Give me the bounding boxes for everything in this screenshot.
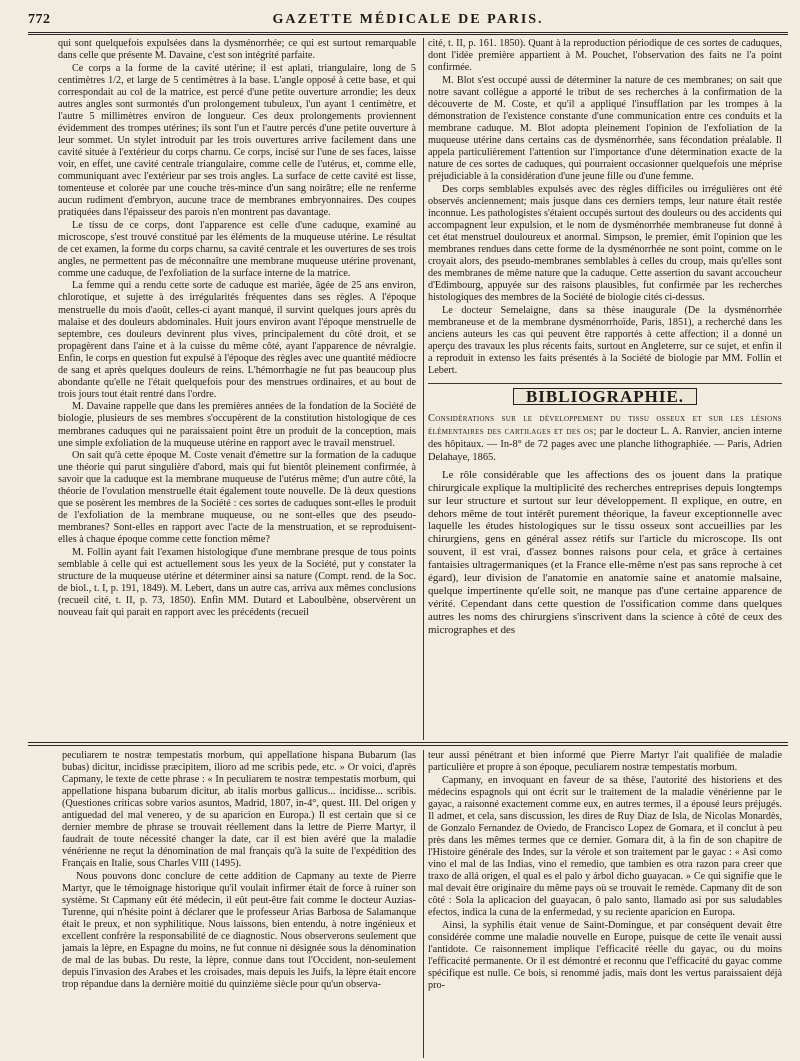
paragraph: Le docteur Semelaigne, dans sa thèse inaugurale (De la dysménorrhée membraneuse et de la membrane dysménorrhoïde, Paris, 1851), a recherché dans les anciens auteurs les cas qui peuvent être rapportés à cette affection; il a donné un aperçu des travaux les plus récents faits, surtout en Angleterre, sur ce sujet, et enfin il a reproduit in extenso les faits présentés à la Société de biologie par MM. Follin et Lebert. [428, 304, 782, 376]
paragraph: On sait qu'à cette époque M. Coste venait d'émettre sur la formation de la caduque une théorie qui parut singulière d'abord, mais qui fut bientôt pleinement confirmée, à savoir que la caduque est la membrane muqueuse de l'utérus même; d'un autre côté, la théorie de l'ovulation menstruelle était également toute nouvelle. De là deux questions que se posèrent les membres de la Société : ces sortes de caduques sont-elles le produit de l'exfoliation de la membrane muqueuse, ou ne sont-elles que des pseudo-membranes? Sont-elles en rapport avec l'acte de la menstruation, et se reproduisent-elles à chaque époque comme cette fonction même? [58, 450, 416, 546]
paragraph: Des corps semblables expulsés avec des règles difficiles ou irrégulières ont été observés anciennement; mais jusque dans ces derniers temps, leur nature était restée inconnue. Les pathologistes s'étaient occupés surtout des douleurs ou des accidents qui accompagnent leur expulsion, et le nom de dysménorrhée membraneuse fut donné à cet état menstruel douloureux et anormal. Simpson, le premier, émit l'opinion que les membranes rendues dans cette forme de la dysménorrhée ne sont point, comme on le croyait alors, des pseudo-membranes semblables à celles du croup, mais qu'elles sont des membranes de même nature que la caduque. Cette assertion du savant accoucheur d'Edimbourg, appuyée sur des raisons plausibles, fut confirmée par les recherches histologiques des membres de la Société de biologie cités ci-dessus. [428, 183, 782, 303]
book-title: Considérations sur le développement du tissu osseux et sur les lésions élémentaires des cartilages et des os; [428, 412, 782, 437]
feuilleton-right-column [428, 750, 782, 1058]
paragraph: M. Blot s'est occupé aussi de déterminer la nature de ces membranes; on sait que notre savant collègue a apporté le tribut de ses recherches à la confirmation de la découverte de M. Coste, et qu'il a appliqué l'insufflation par les trompes à la démonstration de l'existence constante d'une communication entre ces conduits et la membrane caduque. M. Blot adopta pleinement l'opinion de l'exfoliation de la muqueuse utérine dans certains cas de dysménorrhée, sans fécondation préalable. Il appela particulièrement l'attention sur l'importance d'une détermination exacte de la nature de ces sortes de caduques, qui pourraient occasionner quelquefois une méprise préjudiciable à la considération d'une jeune fille ou d'une femme. [428, 74, 782, 183]
feuilleton-left-column [62, 750, 416, 1058]
paragraph: La femme qui a rendu cette sorte de caduque est mariée, âgée de 25 ans environ, chlorotique, et sujette à des irrégularités fréquentes dans ses règles. A l'époque menstruelle du mois d'août, celles-ci ayant manqué, il survint quelques jours après du malaise et des douleurs abdominales. Huit jours environ avant l'époque menstruelle de septembre, ces douleurs devinrent plus vives, principalement du côté droit, et se propagèrent dans l'aine et à la cuisse du même côté, ayant l'apparence de névralgie. Enfin, le corps en question fut expulsé à l'époque des règles avec une quantité médiocre de sang et après quelques douleurs de reins. L'hémorrhagie ne fut pas beaucoup plus abondante qu'elle ne l'était quelquefois pour des menstrues ordinaires, et au bout de trois jours tout était rentré dans l'ordre. [58, 280, 416, 400]
left-column [58, 38, 416, 738]
review-body [428, 469, 782, 637]
feuilleton-divider [423, 750, 424, 1058]
header-rule [28, 32, 788, 33]
bibliography-entry [428, 412, 782, 464]
page-header [28, 6, 788, 32]
section-divider [428, 383, 782, 384]
bibliography-title: BIBLIOGRAPHIE. [513, 388, 697, 405]
paragraph: M. Follin ayant fait l'examen histologique d'une membrane presque de tous points semblable à celle qui est actuellement sous les yeux de la Société, put y constater la structure de la muqueuse utérine et déterminer ainsi sa nature (Compt. rend. de la Soc. de biol., t. I, p. 191, 1849). M. Lebert, dans un autre cas, arriva aux mêmes conclusions (recueil cité, t. II, p. 73, 1850). Enfin MM. Dutard et Laboulbène, observèrent un nouveau fait qui parait en rapport avec les précédents (recueil [58, 546, 416, 619]
feuilleton-rule [28, 742, 788, 743]
paragraph: Le tissu de ce corps, dont l'apparence est celle d'une caduque, examiné au microscope, s'est trouvé constitué par les éléments de la muqueuse utérine. Le résultat de cet examen, la forme du corps charnu, sa cavité centrale et les ouvertures de ses trois angles, ne permettent pas de méconnaître une membrane muqueuse utérine provenant, comme une caduque, de l'exfoliation de la surface interne de la matrice. [58, 219, 416, 279]
paragraph: qui sont quelquefois expulsées dans la dysménorrhée; ce qui est surtout remarquable dans celle que présente M. Davaine, c'est son intégrité parfaite. [58, 38, 416, 62]
paragraph: teur aussi pénétrant et bien informé que Pierre Martyr l'ait qualifiée de maladie particulière et propre à son époque, peculiarem nostræ tempestatis morbum. [428, 750, 782, 774]
paragraph: Le rôle considérable que les affections des os jouent dans la pratique chirurgicale explique la multiplicité des recherches entreprises depuis longtemps sur leur structure et surtout sur leur développement. Il explique, en outre, en dehors même de tout intérêt purement théorique, la faveur exceptionnelle avec laquelle les études histologiques sur le tissu osseux sont accueillies par les chirurgiens, gens en général assez rétifs sur l'article du microscope. Ils ont souvent, il est vrai, d'assez bonnes raisons pour cela, et grâce à certaines fantaisies ultragermaniques (et la France elle-même n'est pas sans reproche à cet égard), leur division de l'anatomie en anatomie saine et anatomie malsaine, quelque impertinente qu'elle soit, ne manque pas d'une certaine apparence de vérité. Cependant dans cette question de l'ossification comme dans quelques autres les noms des chirurgiens s'inscrivent dans la science à côté de ceux des micrographes et des [428, 468, 782, 636]
paragraph: Ce corps a la forme de la cavité utérine; il est aplati, triangulaire, long de 5 centimètres 1/2, et large de 5 centimètres à la base. L'angle opposé à cette base, et qui correspondait au col de la matrice, est percé d'une petite ouverture arrondie; les deux autres angles sont surmontés d'un prolongement tubuleux, l'un ayant 1 centimètre, et l'autre 5 millimètres environ de longueur. Ces deux prolongements proviennent évidemment des trompes utérines; ils sont l'un et l'autre percés d'une petite ouverture à leur sommet. Un stylet introduit par les trois ouvertures arrive facilement dans une cavité située à l'extérieur du corps charnu. Ce corps, incisé sur l'une de ses faces, laisse voir, en effet, une cavité centrale triangulaire, comme celle de l'utérus, et, comme elle, communiquant avec l'extérieur par ses trois angles. La surface de cette cavité est lisse, tomenteuse et colorée par une couche très-mince d'un sang noirâtre; elle ne renferme aucun rudiment d'embryon, aucune trace de membranes embryonnaires. Des coupes pratiquées dans l'épaisseur des parois n'en montrent pas davantage. [58, 62, 416, 219]
paragraph: cité, t. II, p. 161. 1850). Quant à la reproduction périodique de ces sortes de caduques, dont l'idée première appartient à M. Pouchet, l'observation des faits ne l'a point confirmée. [428, 38, 782, 74]
running-title: GAZETTE MÉDICALE DE PARIS. [272, 12, 544, 27]
right-column [428, 38, 782, 740]
paragraph: Capmany, en invoquant en faveur de sa thèse, l'autorité des historiens et des médecins espagnols qui ont écrit sur le traitement de la maladie vénérienne par le gayac, a raisonné exactement comme eux, en autres termes, il a épousé leurs préjugés. Il admet, et cela, sans discussion, les dires de Ruy Diaz de Isla, de Nicolas Monardès, de Gonzalo Fernandez de Oviedo, de Francisco Lopez de Gomara, et il conclut à peu près dans les mêmes termes que ce dernier. Gomara dit, à la fin de son chapitre de l'Histoire générale des Indes, sur la vérole et son traitement par le gayac : « Asi como vino el mal de las Indias, vino el remedio, que tambien es otra razon para creer que traxo de allá origen, el qual es el palo y árbol dicho guayacan. » Ce qui signifie que le mal devait être originaire du même pays où se trouvait le remède. Capmany dit de son côté : Sola la aplicacion del guayacan, ô palo santo, llamado asi por sus saludables efectos, indica la cuna de la enfermedad, y su reciente aparicion en Europa. [428, 774, 782, 919]
page-number: 772 [28, 12, 51, 27]
paragraph: M. Davaine rappelle que dans les premières années de la fondation de la Société de biologie, plusieurs de ses membres s'occupèrent de la constitution histologique de ces membranes caduques qui ne paraissaient point être un produit de la conception, mais une simple exfoliation de la muqueuse utérine en rapport avec le travail menstruel. [58, 401, 416, 449]
book-details: par le docteur L. A. Ranvier, ancien interne des hôpitaux. — In-8° de 72 pages avec une planche lithographiée. — Paris, Adrien Delahaye, 1865. [428, 425, 782, 463]
paragraph: Ainsi, la syphilis était venue de Saint-Domingue, et par conséquent devait être considérée comme une maladie nouvelle en Europe, puisque de cette île venait aussi l'antidote. Ce raisonnement implique l'efficacité réelle du gayac, ou du moins l'efficacité permanente. Or il est démontré et reconnu que l'efficacité du gayac comme spécifique est nulle. Ce bois, si renommé jadis, mais dont les vertus paraissaient déjà pro- [428, 919, 782, 991]
paragraph: peculiarem te nostræ tempestatis morbum, qui appellatione hispana Bubarum (las bubas) dicitur, incidisse præcipitem, ilioro ad me scribis pede, etc. » Or voici, d'après Capmany, le texte de cette phrase : « In peculiarem te nostræ tempestatis morbum, qui appellatione hispana bubarum dicitur, ab italis morbus gallicus... incidisse... scribis. (Questiones criticas sobre varios asuntos, Madrid, 1807, in-4°, quest. III. Del origen y antiguedad del mal venereo, y de su aparicion en Europa.) Il est certain que si ce dernier membre de phrase se trouvait réellement dans la lettre de Pierre Martyr, il faudrait de toute nécessité changer la date, car il est bien avéré que la maladie vénérienne ne reçut la dénomination de mal français qu'à la suite de l'expédition des Français en Italie, sous Charles VIII (1495). [62, 750, 416, 870]
bibliography-heading [428, 388, 782, 406]
column-divider [423, 38, 424, 740]
feuilleton-rule-double [28, 745, 788, 746]
header-rule-double [28, 34, 788, 35]
paragraph: Nous pouvons donc conclure de cette addition de Capmany au texte de Pierre Martyr, que le témoignage historique qu'il voulait infirmer était de force à ruiner son système. St Capmany eût été médecin, il eût peut-être fait comme le docteur Auzias-Turenne, qui n'hésite point à déclarer que le professeur Arias Barbosa de Salamanque était le preux, et non syphilitique. Nous laissons, bien entendu, à notre ingénieux et excellent confrère la responsabilité de ce diagnostic. Nous observerons seulement que jamais la lèpre, en Espagne du moins, ne fut connue ni désignée sous la dénomination de mal de las bubas. Du reste, la lèpre, connue dans tout l'Occident, non-seulement depuis l'invasion des Arabes et les croisades, mais depuis les Juifs, la lèpre était encore trop répandue dans la dernière moitié du quinzième siècle pour qu'un observa- [62, 870, 416, 991]
